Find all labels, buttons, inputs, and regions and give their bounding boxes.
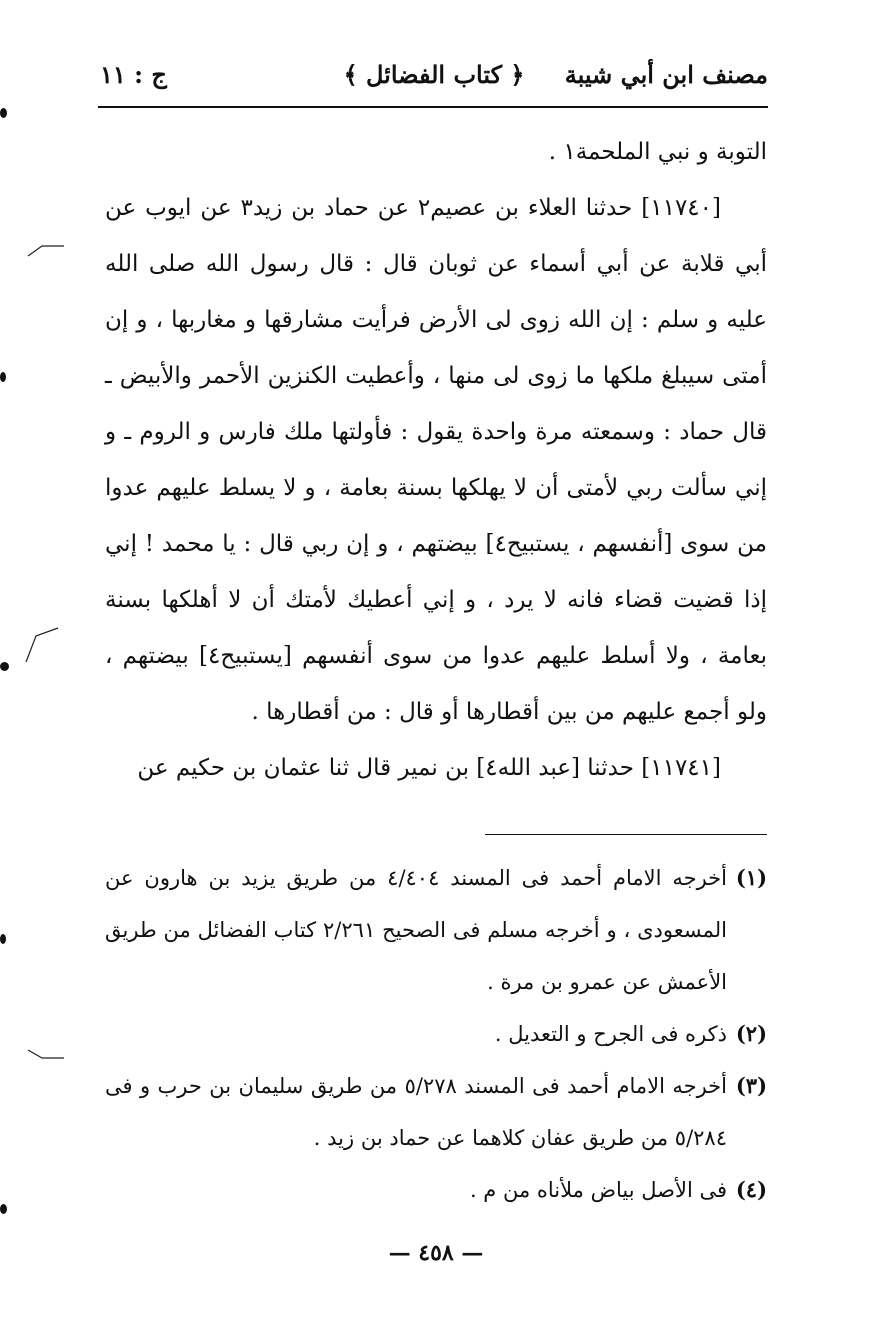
scan-mark (22, 626, 62, 666)
scan-speck (0, 372, 6, 382)
footnotes (105, 852, 767, 1216)
book-title: مصنف ابن أبي شيبة (564, 60, 768, 89)
footnote (105, 1164, 767, 1216)
footnote-number: (٤) (735, 1177, 767, 1202)
footnote-text: ذكره فى الجرح و التعديل . (494, 1022, 727, 1046)
footnote-text: أخرجه الامام أحمد فى المسند ٤/٤٠٤ من طريق يزيد بن هارون عن المسعودى ، و أخرجه مسلم فى الصحيح ٢/٢٦١ كتاب الفضائل من طريق الأعمش عن عمرو بن مرة . (105, 866, 728, 994)
hadith-11741: [١١٧٤١] حدثنا [عبد الله٤] بن نمير قال ثنا عثمان بن حكيم عن (137, 755, 721, 781)
scan-speck (0, 934, 6, 944)
scan-mark (26, 236, 66, 260)
footnote-text: أخرجه الامام أحمد فى المسند ٥/٢٧٨ من طريق سليمان بن حرب و فى ٥/٢٨٤ من طريق عفان كلاهما عن حماد بن زيد . (105, 1074, 727, 1150)
footnote (105, 1008, 767, 1060)
footnote-number: (٢) (735, 1021, 767, 1046)
footnote-number: (١) (735, 865, 767, 890)
footnote (105, 1060, 767, 1164)
page-number: — ٤٥٨ — (388, 1240, 484, 1266)
scan-mark (26, 1046, 66, 1070)
footnote (105, 852, 767, 1008)
running-header (100, 56, 768, 100)
hadith-11740: [١١٧٤٠] حدثنا العلاء بن عصيم٢ عن حماد بن زيد٣ عن ايوب عن أبي قلابة عن أبي أسماء عن ثوبان قال : قال رسول الله صلى الله عليه و سلم : إن الله زوى لى الأرض فرأيت مشارقها و مغاربها ، و إن أمتى سيبلغ ملكها ما زوى لى منها ، وأعطيت الكنزين الأحمر والأبيض ـ قال حماد : وسمعته مرة واحدة يقول : فأولتها ملك فارس و الروم ـ و إني سألت ربي لأمتى أن لا يهلكها بسنة بعامة ، و لا يسلط عليهم عدوا من سوى [أنفسهم ، يستبيح٤] بيضتهم ، و إن ربي قال : يا محمد ! إني إذا قضيت قضاء فانه لا يرد ، و إني أعطيك لأمتك أن لا أهلكها بسنة بعامة ، ولا أسلط عليهم عدوا من سوى أنفسهم [يستبيح٤] بيضتهم ، ولو أجمع عليهم من بين أقطارها أو قال : من أقطارها . (105, 195, 768, 725)
footnote-text: فى الأصل بياض ملأناه من م . (469, 1178, 727, 1202)
continuation-line: التوبة و نبي الملحمة١ . (548, 139, 767, 165)
header-rule (98, 106, 768, 108)
footnote-rule (485, 834, 767, 835)
main-text (105, 124, 767, 796)
scan-speck (0, 1204, 7, 1214)
scan-speck (0, 662, 9, 671)
footnote-number: (٣) (735, 1073, 767, 1098)
scan-speck (0, 108, 7, 118)
volume-number: ج : ١١ (100, 60, 167, 89)
section-title: ﴿ كتاب الفضائل ﴾ (343, 60, 525, 89)
